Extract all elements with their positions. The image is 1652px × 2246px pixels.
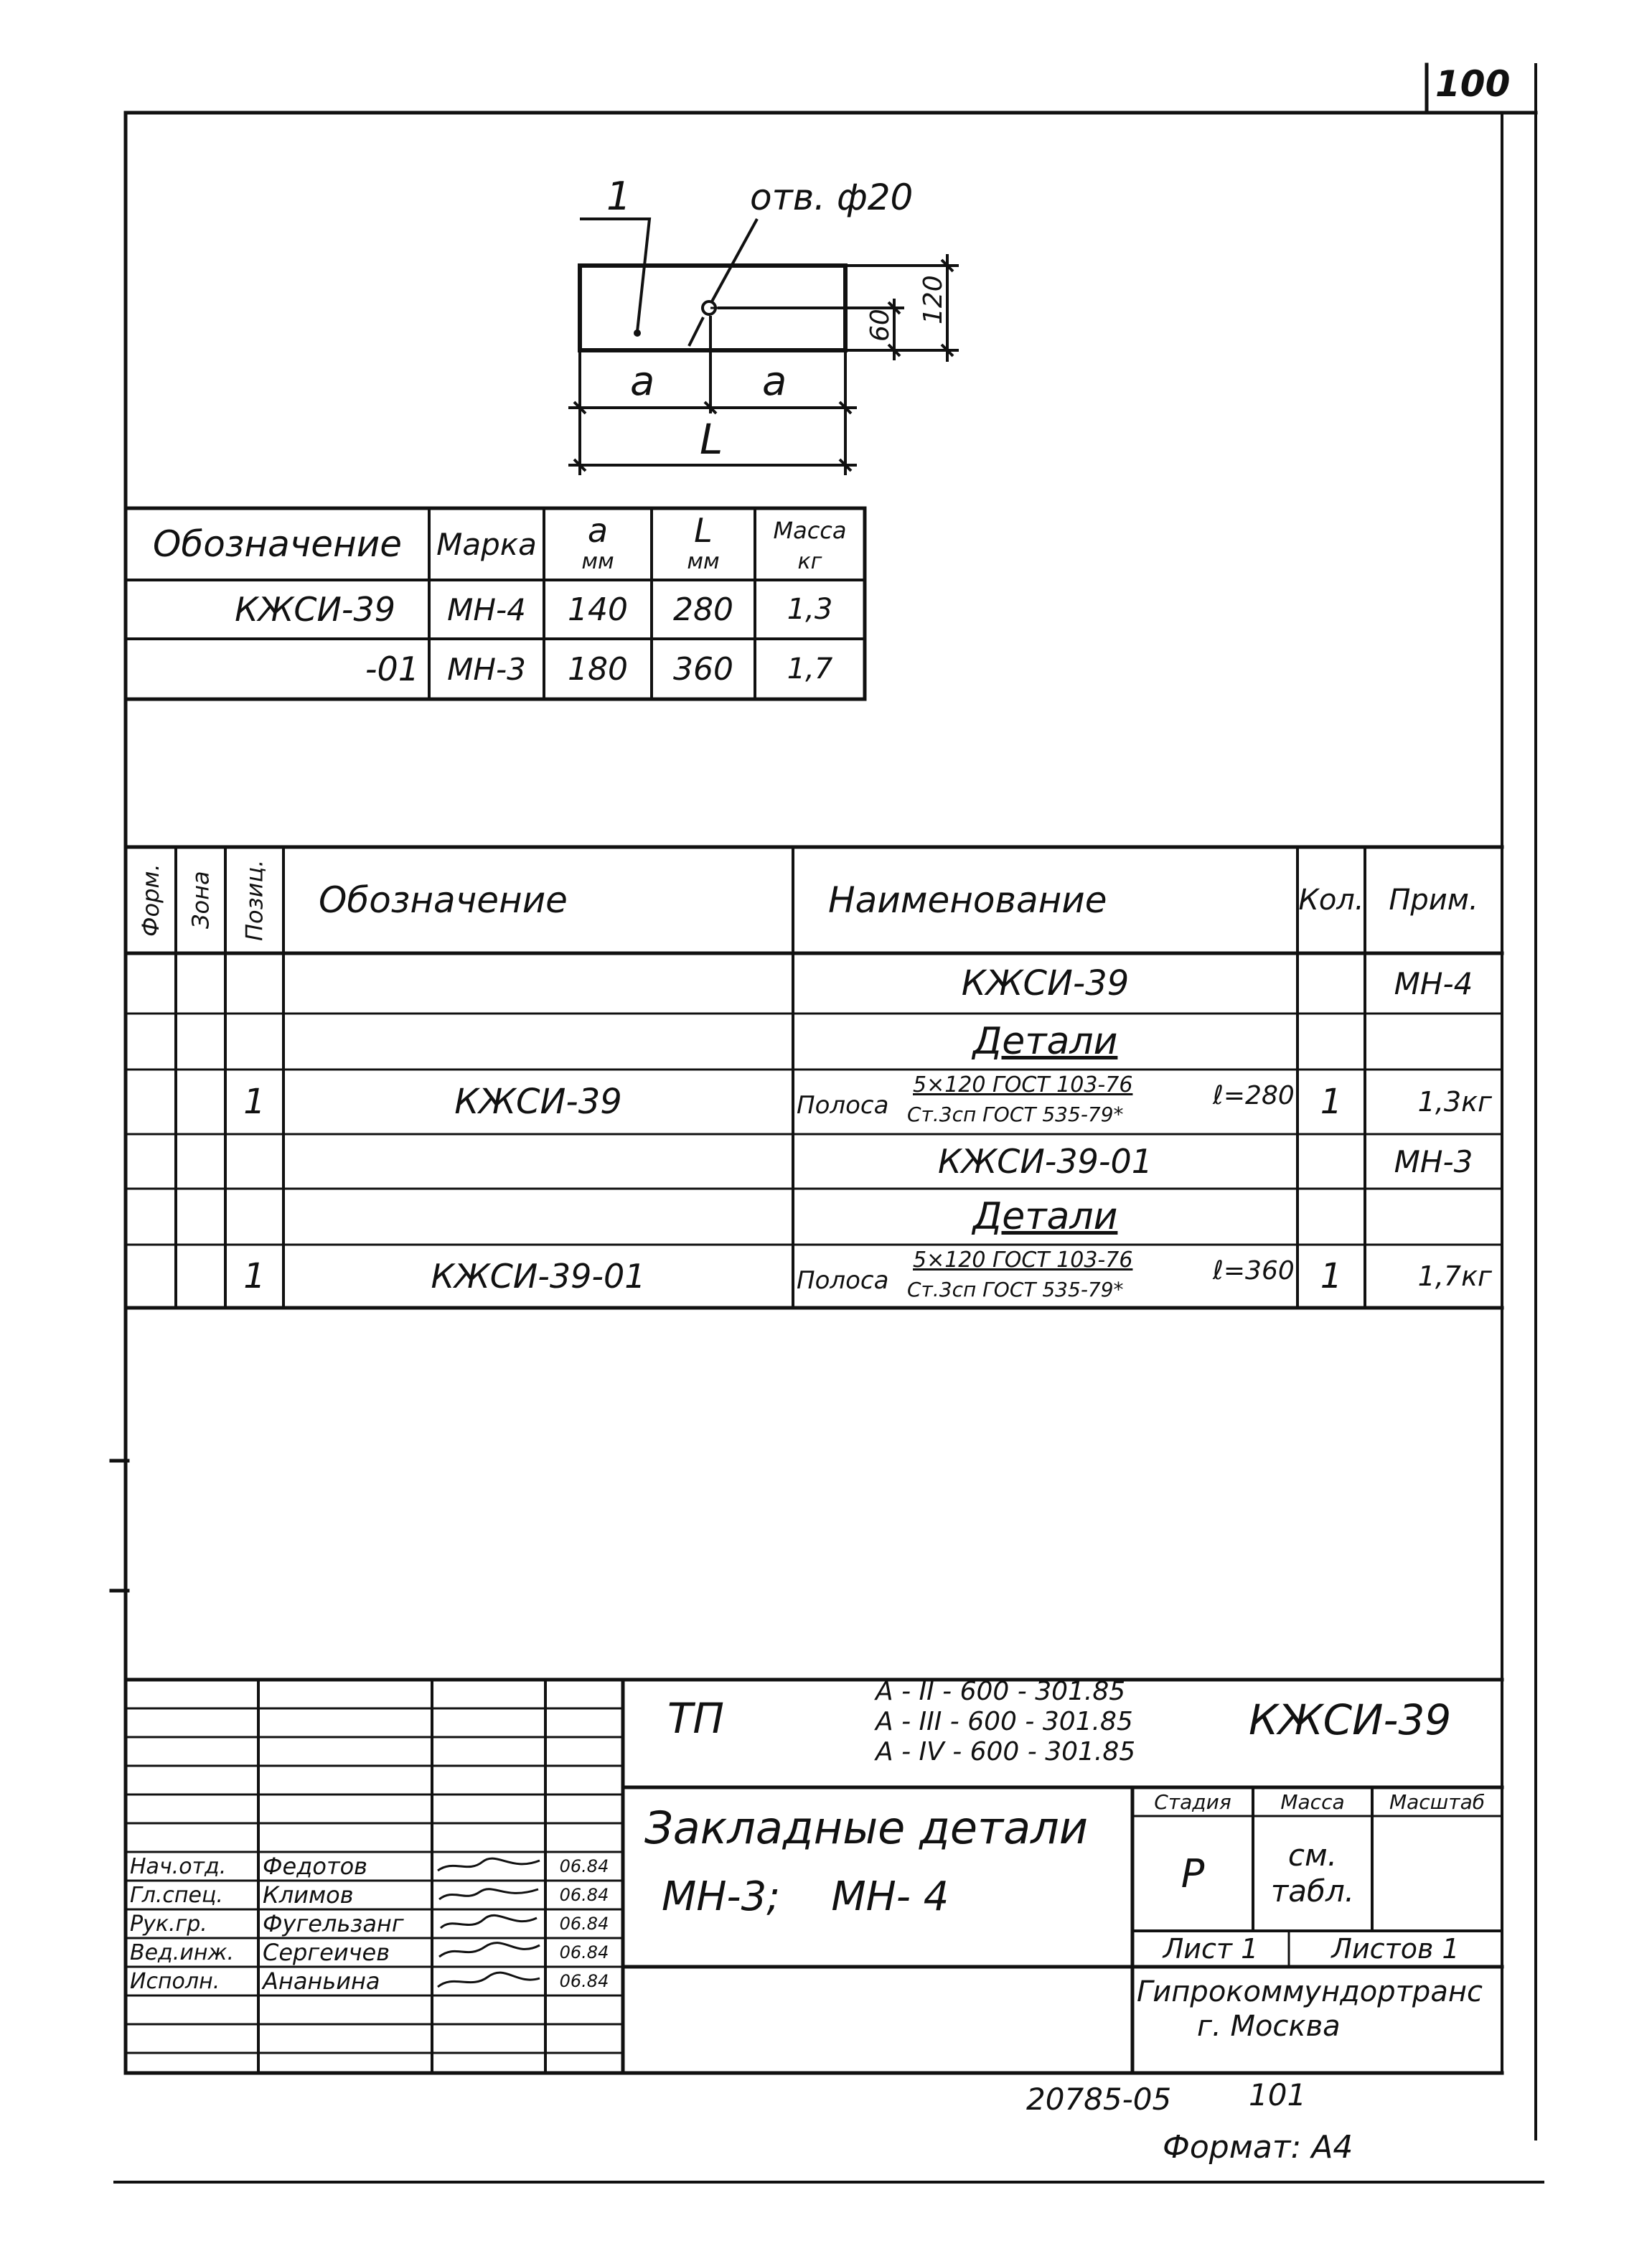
spec-row6-designation: КЖСИ-39-01 [431,1257,646,1296]
spec-row6-pos: 1 [243,1256,266,1296]
spec-row3-name-top: 5×120 ГОСТ 103-76 [913,1072,1133,1098]
signatory-name-1: Федотов [263,1853,368,1880]
spec-header-designation: Обозначение [319,879,568,921]
scale-label: Масштаб [1389,1789,1486,1814]
part-sketch [545,165,990,495]
spec-header-format: Форм. [137,864,164,937]
project-code-1: А - II - 600 - 301.85 [876,1677,1126,1706]
signatory-role-5: Исполн. [130,1968,220,1994]
sheet-label: Лист 1 [1163,1933,1259,1965]
signatory-date-4: 06.84 [559,1942,609,1962]
spec-row4-name: КЖСИ-39-01 [938,1142,1153,1181]
hole-leader [712,219,757,301]
spec-row3-qty: 1 [1320,1082,1343,1122]
spec-row3-name-length: ℓ=280 [1213,1081,1295,1110]
size-row1-L: 280 [673,591,733,628]
signatory-name-5: Ананьина [263,1967,380,1995]
spec-row6-name-bottom: Ст.3сп ГОСТ 535-79* [907,1278,1124,1301]
size-header-a-unit: мм [581,548,614,574]
project-code-3: А - IV - 600 - 301.85 [876,1737,1136,1767]
signatory-role-2: Гл.спец. [130,1882,223,1908]
spec-row3-pos: 1 [243,1082,266,1122]
dim-120-label: 120 [919,275,948,324]
spec-header-name: Наименование [828,879,1107,921]
position-label: 1 [606,174,632,219]
spec-row4-note: МН-3 [1394,1143,1473,1179]
size-header-mass-unit: кг [797,548,822,574]
size-row2-mass: 1,7 [787,652,833,686]
size-row2-designation: -01 [365,650,419,688]
size-row1-mark: МН-4 [447,591,526,627]
document-code: КЖСИ-39 [1249,1695,1452,1744]
size-row1-designation: КЖСИ-39 [235,590,395,629]
size-row1-mass: 1,3 [787,593,833,626]
size-header-L-unit: мм [687,548,720,574]
size-row2-mark: МН-3 [447,651,526,687]
title-line-1: Закладные детали [644,1802,1089,1854]
spec-row3-note: 1,3кг [1417,1086,1492,1118]
mass-value: см. табл. [1270,1837,1355,1909]
size-header-L: L [694,511,713,550]
signatory-name-3: Фугельзанг [263,1910,404,1937]
stage-label: Стадия [1154,1789,1231,1814]
format-label: Формат: А4 [1163,2129,1353,2166]
spec-header-zone: Зона [187,871,215,930]
organization-name: Гипрокоммундортранс [1137,1975,1483,2008]
dim-a-left: a [630,358,655,405]
size-row1-a: 140 [568,591,628,628]
title-line-2: МН-3; МН- 4 [662,1873,949,1920]
stage-value: Р [1181,1850,1205,1896]
position-leader [580,219,649,332]
document-page: 101 [1249,2077,1307,2112]
spec-row6-name-prefix: Полоса [797,1266,889,1295]
hole-label: отв. ф20 [750,177,914,218]
signatory-date-3: 06.84 [559,1914,609,1934]
spec-header-note: Прим. [1389,884,1478,917]
dim-L-label: L [700,415,723,464]
spec-row2-name: Детали [972,1020,1118,1063]
sheets-label: Листов 1 [1331,1933,1460,1965]
signatory-date-2: 06.84 [559,1885,609,1905]
size-header-designation: Обозначение [153,523,402,565]
signatory-name-4: Сергеичев [263,1939,390,1966]
signatory-role-3: Рук.гр. [130,1911,207,1937]
tp-label: ТП [667,1694,725,1743]
signatory-name-2: Климов [263,1881,354,1909]
signatory-date-1: 06.84 [559,1856,609,1876]
spec-row6-note: 1,7кг [1417,1260,1492,1292]
signatory-date-5: 06.84 [559,1971,609,1991]
spec-row3-designation: КЖСИ-39 [454,1082,622,1122]
signatory-role-4: Вед.инж. [130,1939,234,1965]
signatures [432,1852,545,1995]
size-header-a: a [587,511,609,550]
project-code-2: А - III - 600 - 301.85 [876,1707,1133,1736]
organization-city: г. Москва [1197,2010,1341,2043]
spec-row6-qty: 1 [1320,1256,1343,1296]
mass-label: Масса [1280,1789,1345,1814]
size-row2-L: 360 [673,650,733,688]
spec-row3-name-bottom: Ст.3сп ГОСТ 535-79* [907,1103,1124,1126]
document-number: 20785-05 [1026,2082,1172,2117]
spec-row1-note: МН-4 [1394,965,1473,1001]
dim-a-right: a [762,358,787,405]
spec-header-pos: Позиц. [240,859,268,941]
dim-60-label: 60 [865,309,895,342]
sheet-number: 100 [1435,63,1511,105]
spec-row6-name-length: ℓ=360 [1213,1256,1295,1286]
size-header-mark: Марка [436,526,537,562]
spec-row6-name-top: 5×120 ГОСТ 103-76 [913,1248,1133,1273]
spec-row5-name: Детали [972,1195,1118,1238]
size-row2-a: 180 [568,650,628,688]
size-header-mass: Масса [773,517,847,544]
spec-row3-name-prefix: Полоса [797,1091,889,1120]
spec-row1-name: КЖСИ-39 [961,963,1130,1003]
signatory-role-1: Нач.отд. [130,1853,227,1879]
spec-header-qty: Кол. [1298,884,1364,917]
